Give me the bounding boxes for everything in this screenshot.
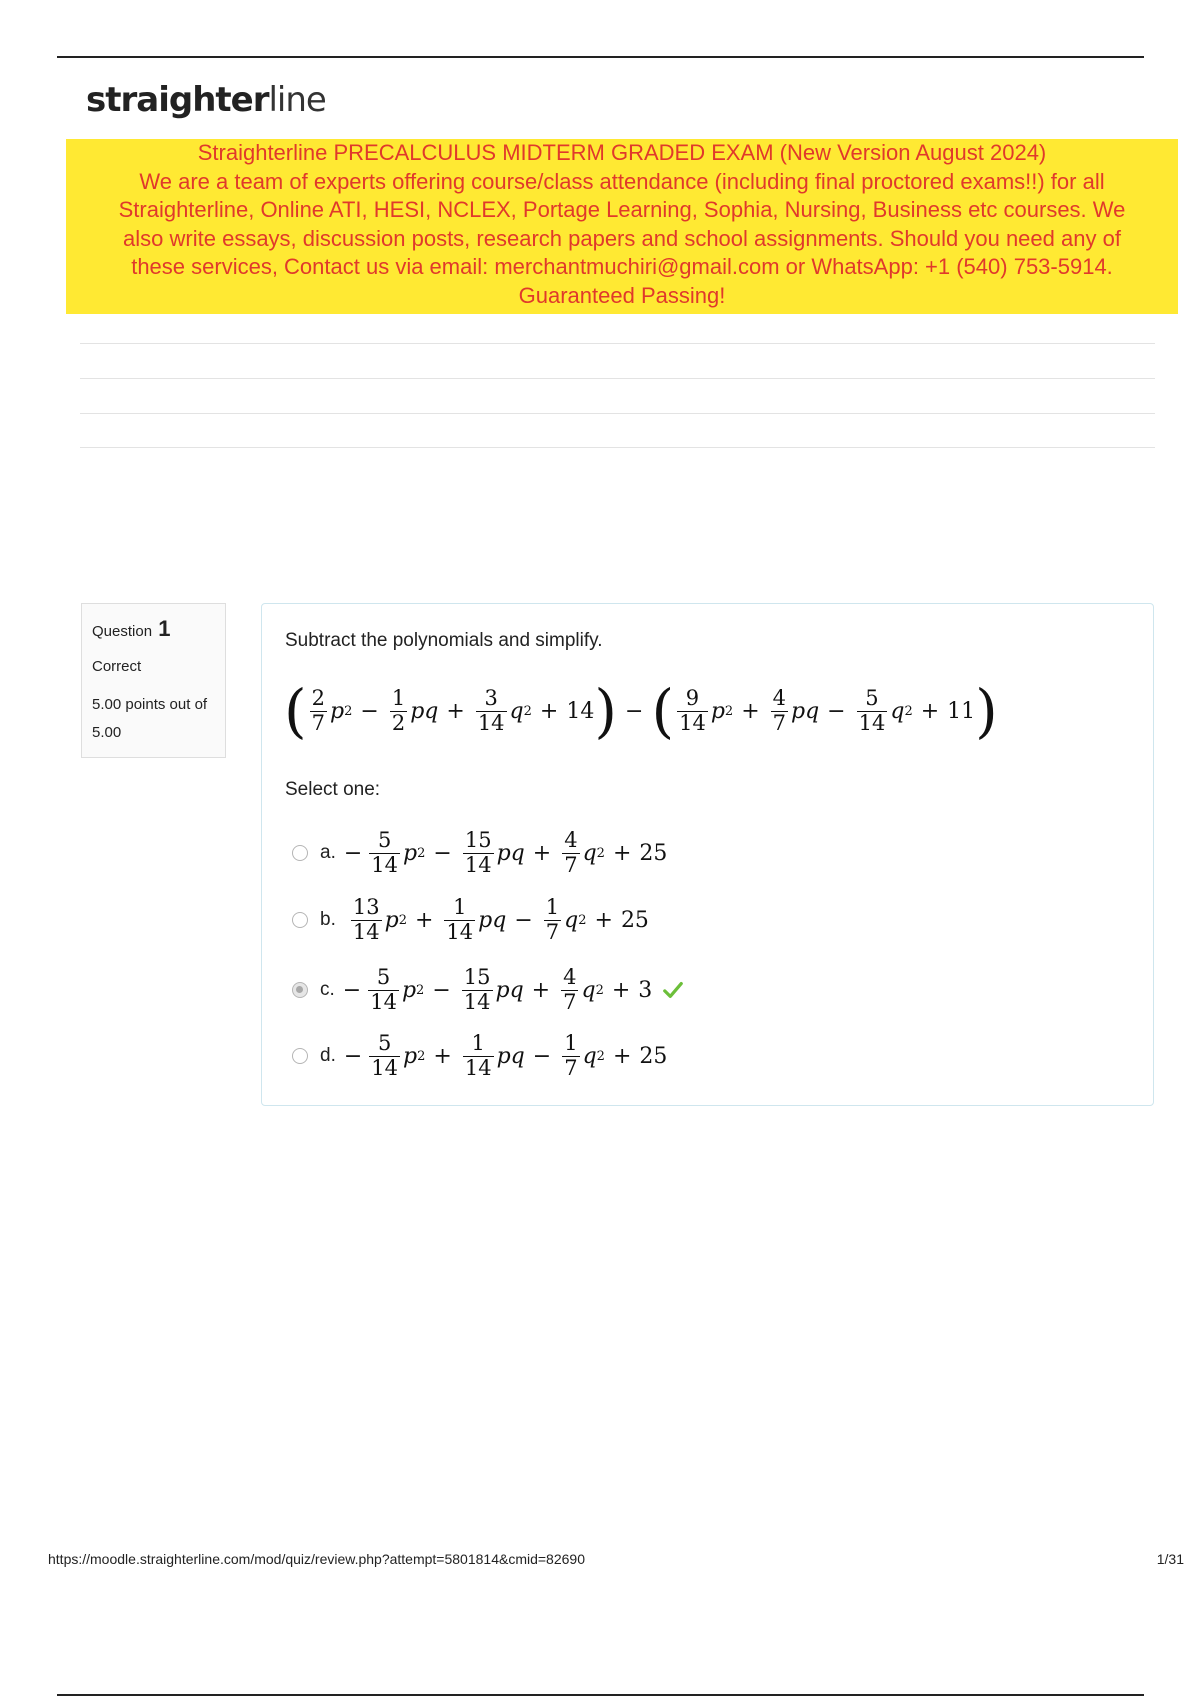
logo-text-light: line — [268, 80, 326, 120]
banner-line: We are a team of experts offering course/class attendance (including final proctored exams!!) for all — [139, 168, 1105, 194]
fraction: $\frac{1}{14}$ — [446, 895, 474, 944]
answer-letter: b. — [320, 909, 336, 930]
question-number — [92, 616, 215, 642]
answer-expression: − $\frac{5}{14}$ p 2 − $\frac{15}{14}$ pq + $\frac{4}{7}$ q 2 + 25 — [343, 828, 668, 877]
question-grade: 5.00 points out of 5.00 — [92, 696, 208, 741]
fraction: $\frac{5}{14}$ — [371, 828, 399, 877]
fraction: $\frac{3}{14}$ — [477, 686, 505, 735]
fraction: $\frac{4}{7}$ — [564, 828, 578, 877]
banner-line: Straighterline, Online ATI, HESI, NCLEX, Portage Learning, Sophia, Nursing, Business etc courses. We — [118, 197, 1126, 222]
fraction: $\frac{4}{7}$ — [772, 686, 786, 735]
fraction: $\frac{2}{7}$ — [311, 686, 326, 735]
question-label: Question — [92, 623, 153, 640]
page-url: https://moodle.straighterline.com/mod/quiz/review.php?attempt=5801814&cmid=82690 — [48, 1551, 585, 1567]
fraction: $\frac{1}{14}$ — [464, 1031, 492, 1080]
answer-radio[interactable] — [292, 1048, 308, 1064]
fraction: $\frac{1}{2}$ — [391, 686, 406, 735]
fraction: $\frac{5}{14}$ — [371, 1031, 399, 1080]
question-info-panel — [81, 603, 226, 758]
answer-expression: $\frac{13}{14}$ p 2 + $\frac{1}{14}$ pq − $\frac{1}{7}$ q 2 + 25 — [352, 895, 649, 944]
top-rule — [57, 56, 1144, 58]
banner-line: also write essays, discussion posts, research papers and school assignments. Should you need any of — [123, 225, 1121, 251]
left-paren: ( — [284, 677, 307, 745]
answer-expression: − $\frac{5}{14}$ p 2 − $\frac{15}{14}$ pq + $\frac{4}{7}$ q 2 + 3 — [342, 965, 653, 1014]
fraction: $\frac{15}{14}$ — [463, 965, 491, 1014]
polynomial-expression: ( $\frac{2}{7}$ p 2 − $\frac{1}{2}$ pq + $\frac{3}{14}$ q 2 + 14 ) − ( $\frac{9}{14}$ p 2 + $\frac{4}{7}$ pq − $\frac{5}{14}$ q 2 + 11 ) — [284, 677, 998, 745]
answer-letter: a. — [320, 842, 336, 863]
divider — [80, 343, 1155, 344]
question-text: Subtract the polynomials and simplify. — [285, 630, 603, 651]
fraction: $\frac{1}{7}$ — [545, 895, 560, 944]
promo-banner — [66, 139, 1178, 314]
fraction: $\frac{5}{14}$ — [370, 965, 397, 1014]
answer-option[interactable] — [292, 961, 684, 1019]
answer-letter: c. — [320, 979, 335, 1000]
answer-option[interactable] — [292, 891, 649, 949]
straighterline-logo — [86, 80, 326, 120]
answer-option[interactable] — [292, 824, 667, 882]
question-number-value: 1 — [158, 616, 171, 641]
banner-line: these services, Contact us via email: merchantmuchiri@gmail.com or WhatsApp: +1 (540) 753-5914. — [131, 254, 1113, 279]
fraction: $\frac{13}{14}$ — [352, 895, 380, 944]
divider — [80, 413, 1155, 414]
question-state: Correct — [92, 658, 142, 675]
divider — [80, 378, 1155, 379]
right-paren: ) — [594, 677, 617, 745]
divider — [80, 447, 1155, 448]
answer-radio[interactable] — [292, 845, 308, 861]
fraction: $\frac{4}{7}$ — [563, 965, 577, 1014]
correct-check-icon — [662, 979, 684, 1001]
fraction: $\frac{5}{14}$ — [858, 686, 886, 735]
answer-radio[interactable] — [292, 912, 308, 928]
fraction: $\frac{1}{7}$ — [564, 1031, 578, 1080]
fraction: $\frac{15}{14}$ — [464, 828, 492, 877]
select-one-prompt: Select one: — [285, 779, 381, 800]
banner-line: Guaranteed Passing! — [518, 282, 726, 308]
answer-radio[interactable] — [292, 982, 308, 998]
answer-option[interactable] — [292, 1027, 667, 1085]
logo-text-bold: straighter — [86, 80, 269, 120]
banner-line: Straighterline PRECALCULUS MIDTERM GRADED EXAM (New Version August 2024) — [197, 140, 1047, 165]
answer-expression: − $\frac{5}{14}$ p 2 + $\frac{1}{14}$ pq − $\frac{1}{7}$ q 2 + 25 — [343, 1031, 668, 1080]
question-content — [261, 603, 1154, 1106]
fraction: $\frac{9}{14}$ — [679, 686, 706, 735]
page-number: 1/31 — [1156, 1551, 1184, 1567]
bottom-rule — [57, 1694, 1144, 1696]
answer-letter: d. — [320, 1045, 336, 1066]
